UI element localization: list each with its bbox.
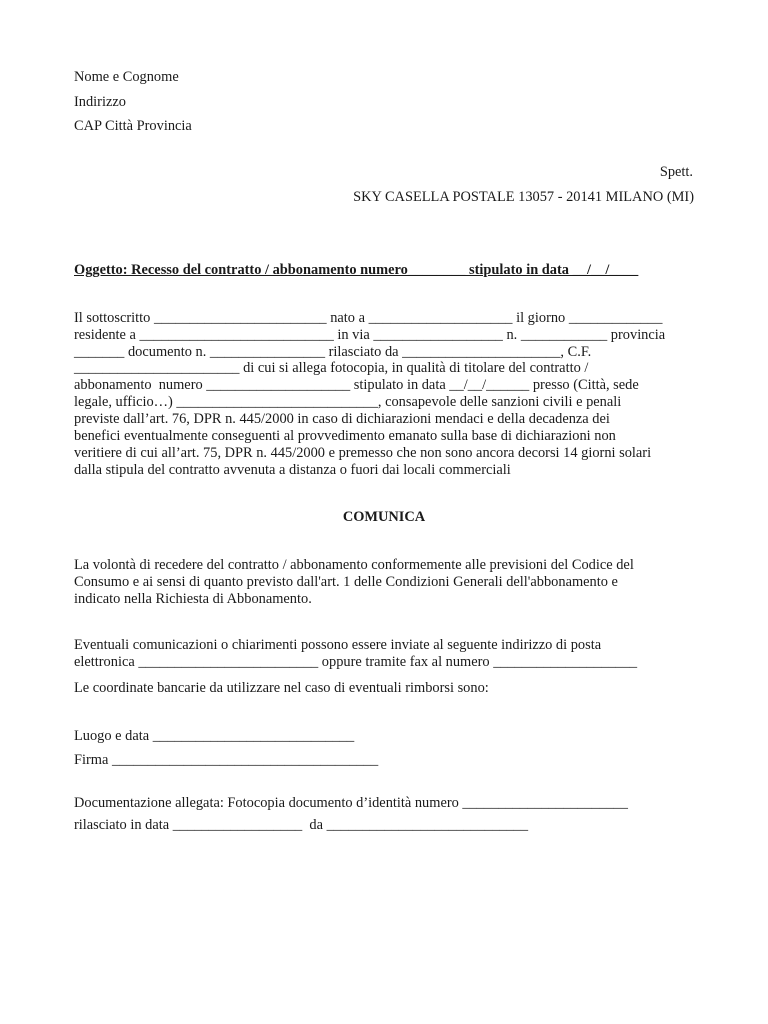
- declaration-line: _______________________ di cui si allega fotocopia, in qualità di titolare del contratto /: [74, 360, 589, 376]
- declaration-line: veritiere di cui all’art. 75, DPR n. 445/2000 e premesso che non sono ancora decorsi 14 giorni solari: [74, 445, 652, 461]
- declaration-line: abbonamento numero ____________________ stipulato in data __/__/______ presso (Città, sede: [74, 377, 639, 393]
- declaration-line: residente a ___________________________ in via __________________ n. ____________ provincia: [74, 327, 666, 343]
- sender-address: Indirizzo: [74, 94, 126, 110]
- declaration-line: _______ documento n. ________________ rilasciato da ______________________, C.F.: [74, 344, 592, 360]
- declaration-line: Il sottoscritto ________________________ nato a ____________________ il giorno _____________: [74, 310, 663, 326]
- coordinate-bancarie: Le coordinate bancarie da utilizzare nel caso di eventuali rimborsi sono:: [74, 680, 489, 696]
- sender-name: Nome e Cognome: [74, 69, 179, 85]
- comunicazioni-line: elettronica _________________________ oppure tramite fax al numero ____________________: [74, 654, 638, 670]
- recipient-address: SKY CASELLA POSTALE 13057 - 20141 MILANO (MI): [353, 189, 694, 205]
- volonta-line: La volontà di recedere del contratto / abbonamento conformemente alle previsioni del Codice del: [74, 557, 634, 573]
- firma-field: Firma _____________________________________: [74, 752, 379, 768]
- recipient-salutation: Spett.: [659, 164, 693, 180]
- comunica-heading: COMUNICA: [342, 509, 426, 525]
- volonta-line: Consumo e ai sensi di quanto previsto dall'art. 1 delle Condizioni Generali dell'abbonamento e: [74, 574, 618, 590]
- documentazione-line: rilasciato in data __________________ da ____________________________: [74, 817, 529, 833]
- comunicazioni-line: Eventuali comunicazioni o chiarimenti possono essere inviate al seguente indirizzo di posta: [74, 637, 602, 653]
- subject-line: Oggetto: Recesso del contratto / abbonamento numero________ stipulato in data __/__/____: [74, 262, 639, 278]
- documentazione-line: Documentazione allegata: Fotocopia documento d’identità numero _______________________: [74, 795, 628, 811]
- luogo-data-field: Luogo e data ____________________________: [74, 728, 355, 744]
- declaration-line: legale, ufficio…) ____________________________, consapevole delle sanzioni civili e penali: [74, 394, 622, 410]
- declaration-line: dalla stipula del contratto avvenuta a distanza o fuori dai locali commerciali: [74, 462, 511, 478]
- declaration-line: benefici eventualmente conseguenti al provvedimento emanato sulla base di dichiarazioni non: [74, 428, 616, 444]
- declaration-line: previste dall’art. 76, DPR n. 445/2000 in caso di dichiarazioni mendaci e della decadenza dei: [74, 411, 610, 427]
- sender-city: CAP Città Provincia: [74, 118, 192, 134]
- volonta-line: indicato nella Richiesta di Abbonamento.: [74, 591, 312, 607]
